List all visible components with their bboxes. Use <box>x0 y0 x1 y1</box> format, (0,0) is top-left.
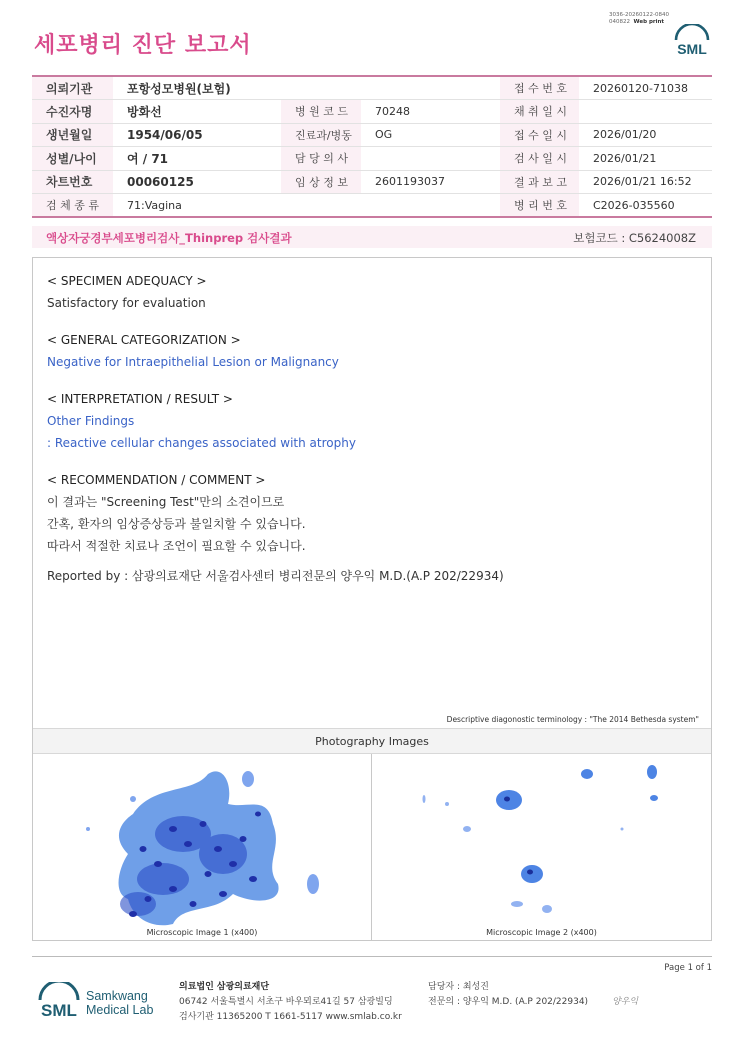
cell-cluster-image <box>33 754 371 941</box>
signature: 양우익 <box>612 997 639 1007</box>
interpretation-line-1: Other Findings <box>47 414 135 428</box>
comment-line-2: 간혹, 환자의 임상증상등과 불일치할 수 있습니다. <box>47 517 306 531</box>
svg-text:SML: SML <box>41 1001 77 1020</box>
category-heading: < GENERAL CATEGORIZATION > <box>47 333 241 347</box>
staff-info: 담당자 : 최성진 전문의 : 양우익 M.D. (A.P 202/22934) <box>428 982 589 1007</box>
comment-line-3: 따라서 적절한 치료나 조언이 필요할 수 있습니다. <box>47 539 306 553</box>
sml-logo-bottom-icon <box>36 982 82 1022</box>
foundation-info: 의료법인 삼광의료재단 06742 서울특별시 서초구 바우뫼로41길 57 삼광빌딩 검사기관 11365200 T 1661-5117 www.smlab.co.kr <box>179 982 402 1022</box>
svg-text:SML: SML <box>677 41 707 57</box>
insurance-code: 보험코드 : C5624008Z <box>573 231 696 245</box>
test-name-bar <box>32 226 712 248</box>
result-section <box>32 257 712 941</box>
scattered-cells-image <box>372 754 710 941</box>
category-text: Negative for Intraepithelial Lesion or Malignancy <box>47 355 339 369</box>
test-name: 액상자궁경부세포병리검사_Thinprep 검사결과 <box>46 231 292 245</box>
print-code: 3036-20260122-0840 040822 Web print <box>609 12 669 25</box>
adequacy-text: Satisfactory for evaluation <box>47 296 206 310</box>
reported-by: Reported by : 삼광의료재단 서울검사센터 병리전문의 양우익 M.D.(A.P 202/22934) <box>47 569 504 583</box>
photo-section-title: Photography Images <box>33 728 711 754</box>
samkwang-logo: SML Samkwang Medical Lab <box>36 982 156 1026</box>
microscopic-image-2 <box>372 754 711 941</box>
terminology-note: Descriptive diagonostic terminology : "The 2014 Bethesda system" <box>446 715 699 724</box>
page-number: Page 1 of 1 <box>664 963 712 973</box>
patient-info-table: 의뢰기관 포항성모병원(보험) 접 수 번 호 20260120-71038 수진자명 방화선 병 원 코 드 70248 채 취 일 시 생년월일 1954/06/05 진료과/병동 OG 접 수 일 시 2026/01/20 성별/나이 여 / 71 담 당 의 사 검 사 일 시 2026/01/21 차트번호 00060125 임 상 정 보 2601193037 결 과 보 고 2026/01/21 16:52 검 체 종 류 71:Vagina 병 리 번 호 C2026-035560 <box>32 75 712 218</box>
footer-divider <box>32 956 712 957</box>
image-caption-1: Microscopic Image 1 (x400) <box>146 928 258 937</box>
interpretation-heading: < INTERPRETATION / RESULT > <box>47 392 233 406</box>
report-title: 세포병리 진단 보고서 <box>34 33 252 58</box>
comment-line-1: 이 결과는 "Screening Test"만의 소견이므로 <box>47 495 285 509</box>
adequacy-heading: < SPECIMEN ADEQUACY > <box>47 274 207 288</box>
image-caption-2: Microscopic Image 2 (x400) <box>486 928 597 937</box>
recommendation-heading: < RECOMMENDATION / COMMENT > <box>47 473 266 487</box>
interpretation-line-2: : Reactive cellular changes associated with atrophy <box>47 436 356 450</box>
sml-logo-icon <box>672 24 712 64</box>
microscopic-image-1 <box>33 754 372 941</box>
